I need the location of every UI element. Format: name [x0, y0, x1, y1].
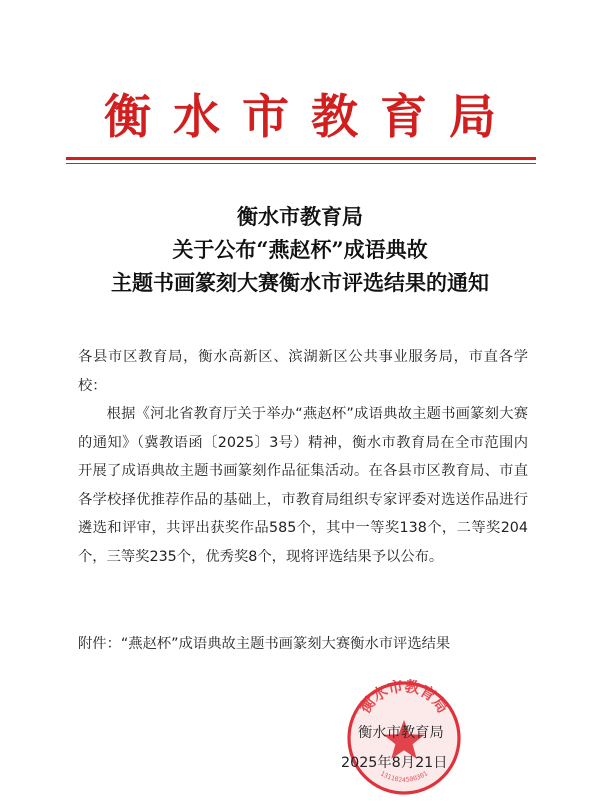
letterhead-org-name: 衡水市教育局: [104, 90, 518, 145]
main-paragraph: 根据《河北省教育厅关于举办“燕赵杯”成语典故主题书画篆刻大赛的通知》（冀教语函〔2025〕3号）精神，衡水市教育局在全市范围内开展了成语典故主题书画篆刻作品征集活动。在各县市区教育局、市直各学校择优推荐作品的基础上，市教育局组织专家评委对选送作品进行遴选和评审，共评出获奖作品585个，其中一等奖138个，二等奖204个，三等奖235个，优秀奖8个，现将评选结果予以公布。: [78, 406, 528, 565]
document-body: [78, 343, 528, 571]
document-title: [0, 200, 600, 299]
signature-issuer: 衡水市教育局: [358, 725, 444, 741]
attachment-note: 附件：“燕赵杯”成语典故主题书画篆刻大赛衡水市评选结果: [78, 636, 451, 652]
signature-date: 2025年8月21日: [341, 755, 448, 771]
title-line-subject-cont: 主题书画篆刻大赛衡水市评选结果的通知: [111, 270, 489, 295]
letterhead-red-rule-thin: [66, 163, 536, 164]
letterhead-red-rule-thick: [66, 157, 536, 160]
seal-serial: 1311024500301: [378, 769, 430, 784]
seal-text: 衡水市教育局: [355, 678, 453, 717]
title-line-subject: 关于公布“燕赵杯”成语典故: [172, 237, 428, 262]
salutation: 各县市区教育局，衡水高新区、滨湖新区公共事业服务局，市直各学校：: [78, 349, 528, 394]
title-line-issuer: 衡水市教育局: [237, 204, 363, 229]
